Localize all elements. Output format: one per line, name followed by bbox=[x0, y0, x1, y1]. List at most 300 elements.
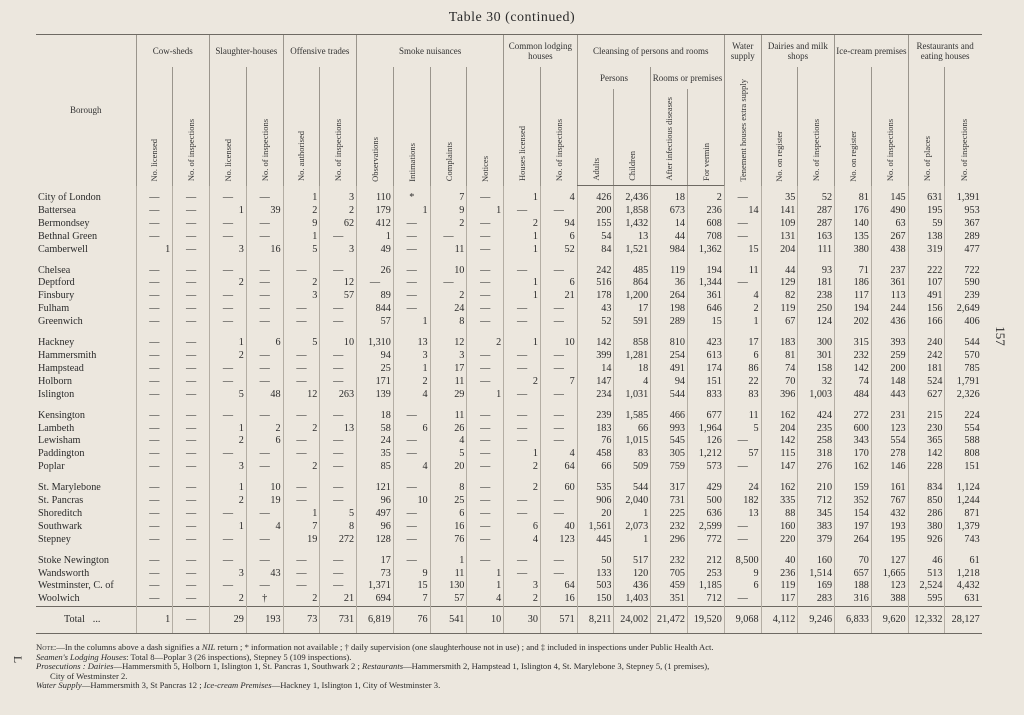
table-cell: 317 bbox=[651, 482, 688, 495]
table-cell: — bbox=[540, 205, 577, 218]
table-cell: — bbox=[504, 389, 541, 402]
table-cell: — bbox=[136, 265, 173, 278]
table-cell: 263 bbox=[320, 389, 357, 402]
table-cell: 361 bbox=[871, 277, 908, 290]
total-cell: 9,620 bbox=[871, 607, 908, 634]
spacer-cell bbox=[136, 547, 173, 555]
table-cell: 232 bbox=[835, 350, 872, 363]
table-cell: 1 bbox=[210, 423, 247, 436]
table-cell: 89 bbox=[357, 290, 394, 303]
spacer-cell bbox=[798, 474, 835, 482]
table-cell: 613 bbox=[688, 350, 725, 363]
table-cell: 1 bbox=[393, 316, 430, 329]
table-cell: — bbox=[173, 277, 210, 290]
table-cell: 85 bbox=[357, 461, 394, 474]
table-row bbox=[36, 508, 982, 521]
table-cell: 84 bbox=[577, 244, 614, 257]
borough-name: Hackney bbox=[38, 337, 75, 349]
table-cell: 93 bbox=[798, 265, 835, 278]
spacer-cell bbox=[246, 402, 283, 410]
col-header: Complaints bbox=[430, 67, 467, 186]
table-cell: 215 bbox=[908, 410, 945, 423]
table-cell: — bbox=[393, 303, 430, 316]
table-cell: 57 bbox=[430, 593, 467, 606]
spacer-cell bbox=[320, 547, 357, 555]
table-cell: 6 bbox=[504, 521, 541, 534]
spacer-cell bbox=[724, 474, 761, 482]
table-cell: 694 bbox=[357, 593, 394, 606]
col-header: No. authorised bbox=[283, 67, 320, 186]
total-cell: 12,332 bbox=[908, 607, 945, 634]
table-cell: — bbox=[320, 363, 357, 376]
table-cell: 7 bbox=[393, 593, 430, 606]
spacer-cell bbox=[246, 257, 283, 265]
table-cell: 160 bbox=[798, 555, 835, 568]
spacer-cell bbox=[945, 474, 982, 482]
table-cell: — bbox=[136, 508, 173, 521]
table-cell: 142 bbox=[761, 435, 798, 448]
table-cell: — bbox=[504, 265, 541, 278]
total-cell: — bbox=[173, 607, 210, 634]
table-cell: 119 bbox=[651, 265, 688, 278]
spacer-cell bbox=[246, 474, 283, 482]
table-cell: 2,326 bbox=[945, 389, 982, 402]
table-cell: 52 bbox=[540, 244, 577, 257]
table-cell: 2 bbox=[504, 376, 541, 389]
table-row bbox=[36, 350, 982, 363]
table-cell: 212 bbox=[688, 555, 725, 568]
col-header: No. of inspections bbox=[798, 67, 835, 186]
total-cell: 19,520 bbox=[688, 607, 725, 634]
spacer-cell bbox=[173, 547, 210, 555]
table-row bbox=[36, 218, 982, 231]
table-cell: 156 bbox=[908, 303, 945, 316]
table-cell: 315 bbox=[835, 337, 872, 350]
table-cell: 4 bbox=[540, 448, 577, 461]
table-cell: — bbox=[357, 277, 394, 290]
table-cell: — bbox=[467, 534, 504, 547]
table-cell: 43 bbox=[246, 568, 283, 581]
table-cell: 591 bbox=[614, 316, 651, 329]
table-row bbox=[36, 231, 982, 244]
spacer-cell bbox=[320, 329, 357, 337]
table-cell: — bbox=[210, 192, 247, 205]
table-cell: — bbox=[393, 290, 430, 303]
table-cell: 490 bbox=[871, 205, 908, 218]
table-cell: 12 bbox=[283, 389, 320, 402]
total-cell: 731 bbox=[320, 607, 357, 634]
table-cell: 5 bbox=[320, 508, 357, 521]
table-cell: 554 bbox=[945, 423, 982, 436]
table-row bbox=[36, 482, 982, 495]
table-cell: 236 bbox=[688, 205, 725, 218]
table-cell: — bbox=[540, 568, 577, 581]
table-cell: — bbox=[210, 290, 247, 303]
table-cell: 1,521 bbox=[614, 244, 651, 257]
table-cell: 188 bbox=[835, 580, 872, 593]
table-cell: 224 bbox=[945, 410, 982, 423]
table-cell: 844 bbox=[357, 303, 394, 316]
spacer-cell bbox=[540, 257, 577, 265]
table-cell: 4 bbox=[724, 290, 761, 303]
table-cell: 81 bbox=[761, 350, 798, 363]
table-cell: 657 bbox=[835, 568, 872, 581]
table-cell: — bbox=[540, 316, 577, 329]
spacer-cell bbox=[688, 474, 725, 482]
table-cell: 631 bbox=[945, 593, 982, 606]
spacer-cell bbox=[871, 329, 908, 337]
table-cell: 222 bbox=[908, 265, 945, 278]
table-cell: 491 bbox=[908, 290, 945, 303]
table-cell: 2,649 bbox=[945, 303, 982, 316]
table-cell: — bbox=[467, 555, 504, 568]
table-cell: 11 bbox=[430, 410, 467, 423]
borough-name: Lambeth bbox=[38, 422, 75, 434]
table-cell: 242 bbox=[908, 350, 945, 363]
table-cell: — bbox=[246, 410, 283, 423]
borough-name: Woolwich bbox=[38, 593, 80, 605]
table-cell: 4,432 bbox=[945, 580, 982, 593]
table-cell: — bbox=[724, 192, 761, 205]
table-cell: 509 bbox=[614, 461, 651, 474]
spacer-cell bbox=[320, 402, 357, 410]
table-cell: 535 bbox=[577, 482, 614, 495]
group-ice-cream: Ice-cream premises bbox=[835, 35, 909, 68]
col-header: Houses licensed bbox=[504, 67, 541, 186]
subgroup-rooms: Rooms or premises bbox=[651, 67, 725, 89]
table-cell: 232 bbox=[651, 555, 688, 568]
table-cell: 272 bbox=[835, 410, 872, 423]
table-cell: 2 bbox=[283, 277, 320, 290]
table-cell: 429 bbox=[688, 482, 725, 495]
total-cell: 29 bbox=[210, 607, 247, 634]
table-cell: 785 bbox=[945, 363, 982, 376]
table-cell: — bbox=[173, 316, 210, 329]
table-cell: — bbox=[136, 521, 173, 534]
table-cell: — bbox=[173, 290, 210, 303]
spacer-cell bbox=[835, 257, 872, 265]
borough-name: Holborn bbox=[38, 375, 72, 387]
table-cell: 160 bbox=[761, 521, 798, 534]
table-cell: — bbox=[320, 316, 357, 329]
spacer-cell bbox=[210, 257, 247, 265]
note-line: Note:—In the columns above a dash signifies a NIL return ; * information not available ; † daily supervision (one slaughterhouse not in use) ; and ‡ included in inspections under Public Health Act. bbox=[36, 642, 714, 652]
table-cell: 2 bbox=[283, 461, 320, 474]
table-cell: 1 bbox=[393, 205, 430, 218]
spacer-cell bbox=[651, 402, 688, 410]
spacer-cell bbox=[908, 257, 945, 265]
table-cell: — bbox=[467, 482, 504, 495]
table-cell: 204 bbox=[761, 244, 798, 257]
table-cell: 139 bbox=[357, 389, 394, 402]
table-cell: — bbox=[540, 508, 577, 521]
table-cell: 58 bbox=[357, 423, 394, 436]
table-cell: 808 bbox=[945, 448, 982, 461]
table-cell: 8 bbox=[430, 482, 467, 495]
spacer-cell bbox=[871, 474, 908, 482]
table-cell: 1 bbox=[210, 337, 247, 350]
page-number: 157 bbox=[992, 326, 1008, 346]
table-cell: 115 bbox=[761, 448, 798, 461]
table-cell: 2 bbox=[430, 218, 467, 231]
table-cell: 1 bbox=[283, 192, 320, 205]
spacer-cell bbox=[835, 547, 872, 555]
table-cell: — bbox=[210, 303, 247, 316]
table-cell: 516 bbox=[577, 277, 614, 290]
spacer-cell bbox=[540, 547, 577, 555]
table-cell: 570 bbox=[945, 350, 982, 363]
col-header: Notices bbox=[467, 67, 504, 186]
table-cell: 316 bbox=[835, 593, 872, 606]
spacer-cell bbox=[761, 474, 798, 482]
total-dots: ... bbox=[92, 614, 101, 626]
table-cell: 24 bbox=[724, 482, 761, 495]
table-cell: 351 bbox=[651, 593, 688, 606]
borough-name: Shoreditch bbox=[38, 507, 83, 519]
table-cell: — bbox=[724, 277, 761, 290]
table-cell: — bbox=[393, 508, 430, 521]
table-cell: 1,791 bbox=[945, 376, 982, 389]
table-cell: 2 bbox=[210, 593, 247, 606]
table-cell: 731 bbox=[651, 495, 688, 508]
table-cell: 443 bbox=[871, 389, 908, 402]
spacer-cell bbox=[688, 329, 725, 337]
table-cell: — bbox=[173, 448, 210, 461]
table-cell: 8 bbox=[320, 521, 357, 534]
table-cell: 147 bbox=[577, 376, 614, 389]
table-cell: — bbox=[283, 363, 320, 376]
spacer-cell bbox=[357, 402, 394, 410]
table-cell: 1 bbox=[504, 448, 541, 461]
table-cell: 4 bbox=[430, 435, 467, 448]
spacer-row bbox=[36, 547, 982, 555]
table-cell: — bbox=[173, 244, 210, 257]
total-cell: 28,127 bbox=[945, 607, 982, 634]
table-row bbox=[36, 448, 982, 461]
table-cell: — bbox=[393, 534, 430, 547]
borough-name: Westminster, C. of bbox=[38, 580, 114, 592]
col-header: No. of inspections bbox=[871, 67, 908, 186]
table-cell: 1 bbox=[393, 363, 430, 376]
spacer-cell bbox=[283, 257, 320, 265]
table-cell: 142 bbox=[577, 337, 614, 350]
table-cell: 74 bbox=[761, 363, 798, 376]
table-cell: 250 bbox=[798, 303, 835, 316]
table-cell: 1 bbox=[283, 508, 320, 521]
table-cell: — bbox=[724, 593, 761, 606]
col-header: No. of inspections bbox=[246, 67, 283, 186]
table-cell: — bbox=[467, 265, 504, 278]
table-cell: 124 bbox=[798, 316, 835, 329]
total-cell: 10 bbox=[467, 607, 504, 634]
spacer-cell bbox=[871, 547, 908, 555]
borough-name: Fulham bbox=[38, 303, 70, 315]
table-cell: 485 bbox=[614, 265, 651, 278]
table-cell: 3 bbox=[320, 192, 357, 205]
borough-name: Islington bbox=[38, 388, 75, 400]
table-cell: 59 bbox=[908, 218, 945, 231]
table-cell: 9 bbox=[393, 568, 430, 581]
table-cell: 15 bbox=[724, 244, 761, 257]
table-cell: 573 bbox=[688, 461, 725, 474]
table-cell: 287 bbox=[798, 205, 835, 218]
spacer-cell bbox=[577, 329, 614, 337]
spacer-cell bbox=[357, 547, 394, 555]
table-cell: — bbox=[210, 363, 247, 376]
spacer-cell bbox=[467, 474, 504, 482]
table-cell: 393 bbox=[871, 337, 908, 350]
table-row bbox=[36, 277, 982, 290]
table-cell: — bbox=[320, 410, 357, 423]
group-smoke-nuisances: Smoke nuisances bbox=[357, 35, 504, 68]
spacer-cell bbox=[761, 547, 798, 555]
group-cleansing: Cleansing of persons and rooms bbox=[577, 35, 724, 68]
table-cell: * bbox=[393, 192, 430, 205]
total-cell: 24,002 bbox=[614, 607, 651, 634]
table-cell: 2 bbox=[210, 435, 247, 448]
spacer-cell bbox=[136, 257, 173, 265]
spacer-cell bbox=[835, 474, 872, 482]
table-cell: — bbox=[246, 580, 283, 593]
table-cell: 300 bbox=[798, 337, 835, 350]
table-cell: — bbox=[136, 482, 173, 495]
table-cell: 19 bbox=[246, 495, 283, 508]
table-cell: 264 bbox=[651, 290, 688, 303]
table-cell: 133 bbox=[577, 568, 614, 581]
table-cell: — bbox=[320, 482, 357, 495]
table-cell: 2 bbox=[210, 495, 247, 508]
spacer-cell bbox=[577, 547, 614, 555]
table-cell: 40 bbox=[761, 555, 798, 568]
table-cell: — bbox=[246, 534, 283, 547]
table-cell: — bbox=[320, 231, 357, 244]
table-cell: 5 bbox=[210, 389, 247, 402]
table-cell: 1,514 bbox=[798, 568, 835, 581]
table-cell: 254 bbox=[651, 350, 688, 363]
table-cell: — bbox=[283, 482, 320, 495]
table-cell: — bbox=[173, 389, 210, 402]
table-cell: — bbox=[136, 316, 173, 329]
table-cell: 94 bbox=[357, 350, 394, 363]
table-cell: 319 bbox=[908, 244, 945, 257]
spacer-cell bbox=[798, 257, 835, 265]
table-cell: 772 bbox=[688, 534, 725, 547]
table-cell: 181 bbox=[798, 277, 835, 290]
spacer-cell bbox=[504, 257, 541, 265]
table-cell: 107 bbox=[908, 277, 945, 290]
spacer-cell bbox=[283, 402, 320, 410]
table-cell: 50 bbox=[577, 555, 614, 568]
table-cell: 352 bbox=[835, 495, 872, 508]
table-cell: — bbox=[210, 218, 247, 231]
spacer-cell bbox=[246, 547, 283, 555]
spacer-cell bbox=[540, 474, 577, 482]
table-row bbox=[36, 423, 982, 436]
table-cell: 264 bbox=[835, 534, 872, 547]
table-cell: 396 bbox=[761, 389, 798, 402]
table-cell: 6 bbox=[540, 277, 577, 290]
table-cell: 83 bbox=[724, 389, 761, 402]
table-cell: 183 bbox=[761, 337, 798, 350]
table-cell: — bbox=[136, 389, 173, 402]
table-cell: 94 bbox=[651, 376, 688, 389]
table-cell: 154 bbox=[835, 508, 872, 521]
table-cell: 1 bbox=[357, 231, 394, 244]
table-cell: — bbox=[467, 363, 504, 376]
table-cell: — bbox=[320, 350, 357, 363]
table-cell: 631 bbox=[908, 192, 945, 205]
borough-name: Bethnal Green bbox=[38, 230, 98, 242]
table-cell: 44 bbox=[651, 231, 688, 244]
col-header: After infectious diseases bbox=[651, 89, 688, 186]
table-cell: 19 bbox=[283, 534, 320, 547]
table-row bbox=[36, 244, 982, 257]
table-cell: 6 bbox=[724, 580, 761, 593]
table-cell: — bbox=[246, 555, 283, 568]
table-cell: 379 bbox=[798, 534, 835, 547]
table-cell: — bbox=[173, 350, 210, 363]
table-cell: — bbox=[504, 568, 541, 581]
table-cell: 544 bbox=[945, 337, 982, 350]
table-cell: — bbox=[283, 303, 320, 316]
borough-name: Hampstead bbox=[38, 362, 84, 374]
table-cell: — bbox=[393, 448, 430, 461]
spacer-cell bbox=[210, 402, 247, 410]
table-cell: — bbox=[173, 337, 210, 350]
table-cell: — bbox=[210, 448, 247, 461]
table-cell: 1,310 bbox=[357, 337, 394, 350]
group-offensive-trades: Offensive trades bbox=[283, 35, 357, 68]
table-cell: 595 bbox=[908, 593, 945, 606]
table-cell: 517 bbox=[614, 555, 651, 568]
prosecutions-note: Prosecutions : Dairies—Hammersmith 5, Holborn 1, Islington 1, St. Pancras 1, Southwark 2 ; Restaurants—Hammersmith 2, Hampstead 1, Islington 4, St. Marylebone 3, Stepney 5, (1 premises), bbox=[36, 661, 710, 671]
borough-name: Poplar bbox=[38, 461, 65, 473]
table-cell: — bbox=[393, 244, 430, 257]
table-cell: 16 bbox=[246, 244, 283, 257]
side-mark: L bbox=[11, 655, 26, 664]
table-cell: — bbox=[210, 534, 247, 547]
table-cell: 32 bbox=[798, 376, 835, 389]
spacer-cell bbox=[36, 402, 136, 410]
table-cell: 305 bbox=[651, 448, 688, 461]
subgroup-persons: Persons bbox=[577, 67, 651, 89]
total-cell: 21,472 bbox=[651, 607, 688, 634]
table-cell: 13 bbox=[393, 337, 430, 350]
table-cell: 127 bbox=[871, 555, 908, 568]
table-cell: 3 bbox=[504, 580, 541, 593]
table-row bbox=[36, 495, 982, 508]
table-cell: — bbox=[136, 555, 173, 568]
table-cell: 1,218 bbox=[945, 568, 982, 581]
table-cell: 162 bbox=[835, 461, 872, 474]
total-cell: 4,112 bbox=[761, 607, 798, 634]
table-cell: 202 bbox=[835, 316, 872, 329]
table-cell: — bbox=[540, 389, 577, 402]
col-header: No. of places bbox=[908, 67, 945, 186]
spacer-cell bbox=[36, 329, 136, 337]
table-cell: 71 bbox=[835, 265, 872, 278]
table-cell: 10 bbox=[393, 495, 430, 508]
table-cell: 458 bbox=[577, 448, 614, 461]
spacer-cell bbox=[945, 547, 982, 555]
group-slaughter-houses: Slaughter-houses bbox=[210, 35, 284, 68]
table-cell: 953 bbox=[945, 205, 982, 218]
table-cell: — bbox=[173, 580, 210, 593]
table-cell: — bbox=[393, 555, 430, 568]
table-body bbox=[36, 186, 982, 634]
table-cell: 1,858 bbox=[614, 205, 651, 218]
spacer-cell bbox=[467, 329, 504, 337]
